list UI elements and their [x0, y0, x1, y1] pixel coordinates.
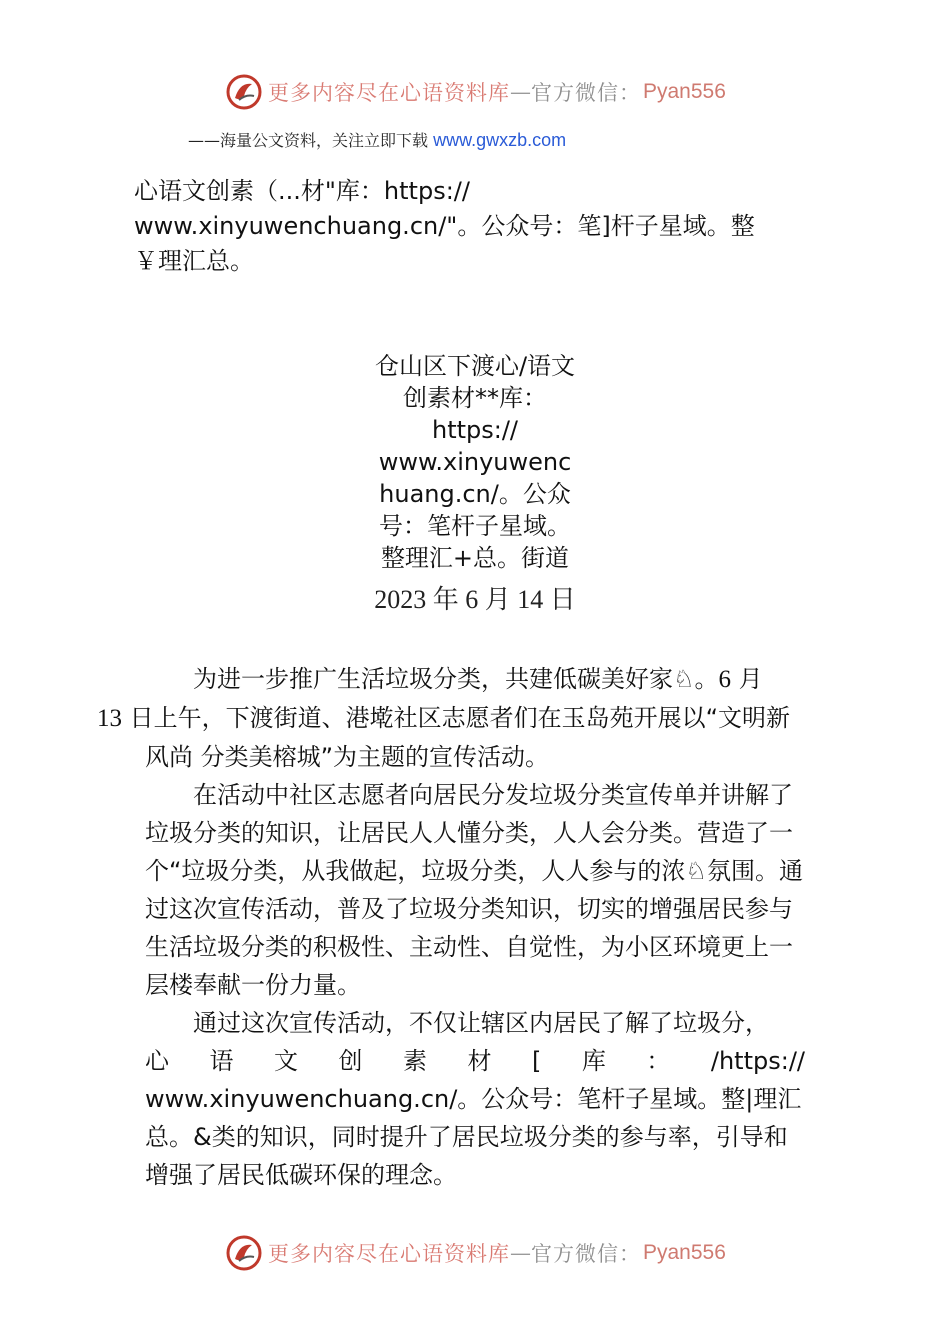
body-paragraph-2: 在活动中社区志愿者向居民分发垃圾分类宣传单并讲解了垃圾分类的知识，让居民人人懂分类，人人会分类。营造了一个“垃圾分类，从我做起，垃圾分类，人人参与的浓♘氛围。通过这次宣传活动，普及了垃圾分类知识，切实的增强居民参与生活垃圾分类的积极性、主动性、自觉性，为小区环境更上一层楼奉献一份力量。: [145, 781, 803, 999]
article-date: 2023 年 6 月 14 日: [374, 585, 576, 614]
footer-banner: [226, 1233, 726, 1273]
spread-char: ：: [646, 1047, 671, 1075]
spread-char: 创: [338, 1047, 363, 1075]
p3-spread-line: [145, 1042, 805, 1080]
article-title: [330, 350, 620, 574]
spread-char: 素: [403, 1047, 427, 1075]
intro-line: 心语文创素（...材"库：https://: [134, 177, 470, 205]
intro-line: ￥理汇总。: [134, 247, 254, 275]
body-paragraph-1: [97, 660, 805, 776]
p1-month: 6: [718, 666, 732, 693]
banner-separator: —: [510, 1241, 531, 1265]
site-link[interactable]: www.gwxzb.com: [433, 130, 567, 150]
p1-text-b: 月: [731, 665, 763, 693]
banner-wechat-label: 官方微信：: [531, 81, 641, 105]
spread-char: 文: [274, 1047, 298, 1075]
p1-text-a: 为进一步推广生活垃圾分类，共建低碳美好家♘。: [193, 665, 719, 693]
spread-char: [: [532, 1047, 542, 1075]
banner-slogan: 更多内容尽在心语资料库: [268, 81, 510, 105]
intro-paragraph: [134, 174, 814, 279]
spread-char: 库: [581, 1047, 606, 1075]
banner-wechat-label: 官方微信：: [531, 1242, 641, 1266]
title-line: 整理汇+总。街道: [380, 544, 570, 572]
title-line: huang.cn/。公众: [379, 480, 571, 508]
article-body: [97, 660, 805, 1194]
p3-rest: www.xinyuwenchuang.cn/。公众号：笔杆子星域。整|理汇总。&类的知识，同时提升了居民垃圾分类的参与率，引导和增强了居民低碳环保的理念。: [145, 1085, 802, 1189]
spread-char: 材: [467, 1047, 492, 1075]
banner-wechat-id: Pyan556: [643, 1241, 726, 1264]
header-banner: [226, 72, 726, 112]
body-paragraph-3: [145, 1004, 805, 1042]
p3-line1: 通过这次宣传活动，不仅让辖区内居民了解了垃圾分，: [193, 1009, 769, 1037]
title-line: 创素材**库：: [403, 384, 547, 412]
title-line: https://: [431, 416, 519, 444]
spread-char: 语: [209, 1047, 234, 1075]
subline-text: ——海量公文资料，关注立即下载: [188, 131, 429, 150]
title-line: 仓山区下渡心/语文: [374, 352, 576, 380]
intro-line: www.xinyuwenchuang.cn/"。公众号：笔]杆子星域。整: [134, 212, 755, 240]
title-line: 号：笔杆子星域。: [379, 512, 571, 540]
download-subline: [188, 128, 566, 151]
library-logo-icon: [226, 1235, 262, 1271]
banner-wechat-id: Pyan556: [643, 80, 726, 103]
banner-separator: —: [510, 80, 531, 104]
spread-char: 心: [145, 1047, 169, 1075]
p1-day: 13: [97, 705, 122, 732]
title-line: www.xinyuwenc: [378, 448, 572, 476]
p1-text-c: 日上午，下渡街道、港墘社区志愿者们在玉岛苑开展以“文明新风尚 分类美榕城”为主题的宣传活动。: [122, 704, 791, 771]
spread-char: /https://: [710, 1047, 805, 1075]
banner-slogan: 更多内容尽在心语资料库: [268, 1242, 510, 1266]
library-logo-icon: [226, 74, 262, 110]
